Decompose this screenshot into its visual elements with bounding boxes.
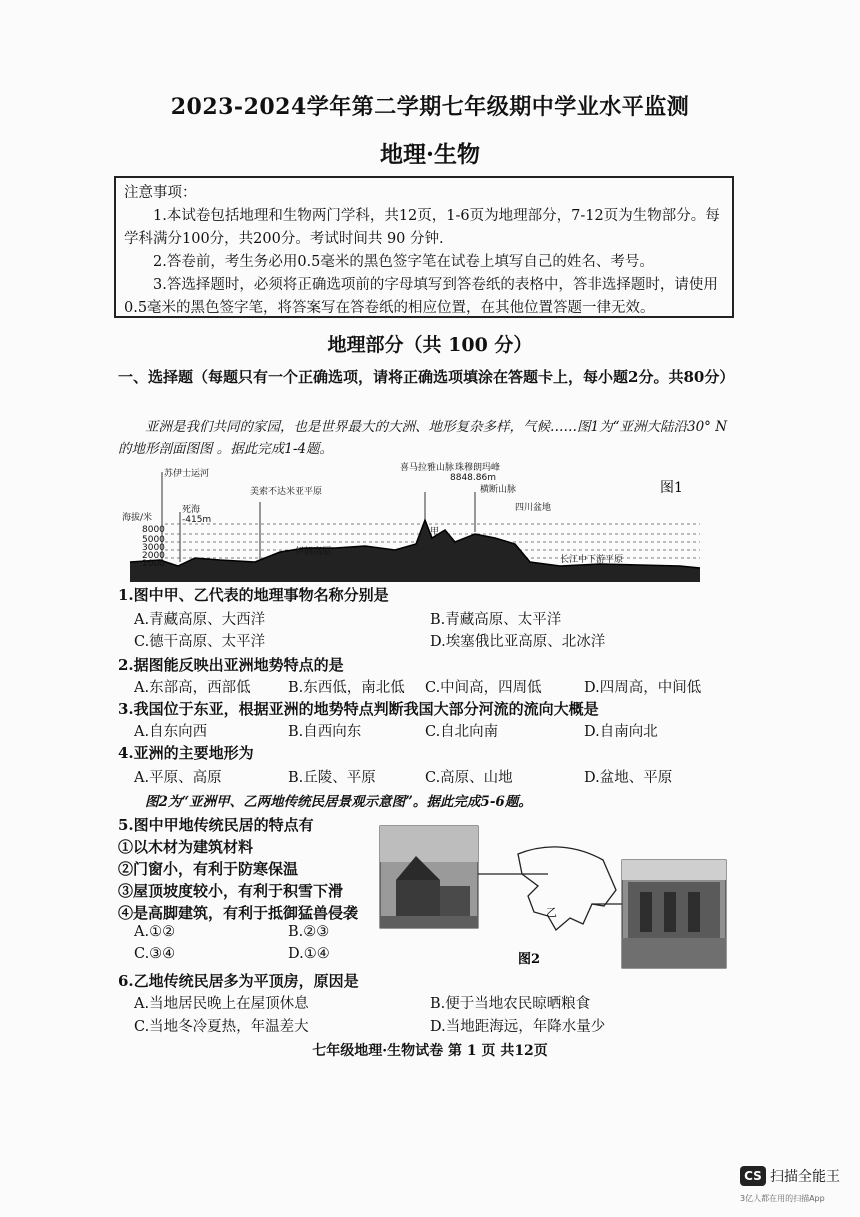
q4-option-d: D.盆地、平原 [584, 770, 673, 786]
figure2-intro: 图2为“亚洲甲、乙两地传统民居景观示意图”。据此完成5-6题。 [145, 794, 532, 810]
houses-map-figure [378, 820, 728, 970]
notice-item-2: 2.答卷前，考生务必用0.5毫米的黑色签字笔在试卷上填写自己的姓名、考号。 [153, 254, 654, 270]
camscanner-tagline: 3亿人都在用的扫描App [740, 1194, 825, 1203]
notice-heading: 注意事项： [124, 185, 197, 201]
q3-option-a: A.自东向西 [134, 724, 208, 740]
q3-option-b: B.自西向东 [288, 724, 362, 740]
label-hengduan: 横断山脉 [480, 485, 517, 495]
q5-option-a: A.①② [134, 924, 176, 940]
figure2-label: 图2 [518, 952, 541, 967]
q5-item-4: ④是高脚建筑，有利于抵御猛兽侵袭 [118, 904, 359, 922]
notice-box [114, 176, 734, 318]
label-mesopotamia: 美索不达米亚平原 [250, 487, 323, 497]
q2-option-b: B.东西低，南北低 [288, 680, 405, 696]
notice-item-3: 3.答选择题时，必须将正确选项前的字母填写到答卷纸的表格中，答非选择题时，请使用0.5毫米的黑色签字笔，将答案写在答卷纸的相应位置，在其他位置答题一律无效。 [124, 277, 718, 316]
q1-option-d: D.埃塞俄比亚高原、北冰洋 [430, 634, 606, 650]
q6-option-b: B.便于当地农民晾晒粮食 [430, 996, 591, 1012]
tick-1000: 1000 [142, 559, 165, 569]
house-photo-jia [380, 826, 478, 928]
label-iran-plateau: 伊朗高原 [295, 547, 332, 557]
tick-5000: 5000 [142, 535, 165, 545]
map-mark-yi: 乙 [546, 906, 557, 919]
tick-2000: 2000 [142, 551, 165, 561]
q5-item-1: ①以木材为建筑材料 [118, 838, 254, 856]
label-everest: 珠穆朗玛峰 [455, 463, 501, 473]
q2-stem: 2.据图能反映出亚洲地势特点的是 [118, 656, 344, 674]
notice-item-1: 1.本试卷包括地理和生物两门学科，共12页，1-6页为地理部分，7-12页为生物部分。每学科满分100分，共200分。考试时间共 90 分钟. [124, 208, 720, 247]
q5-item-2: ②门窗小，有利于防寒保温 [118, 860, 299, 878]
q1-stem: 1.图中甲、乙代表的地理事物名称分别是 [118, 586, 389, 604]
q5-option-c: C.③④ [134, 946, 176, 962]
camscanner-name: 扫描全能王 [770, 1169, 840, 1185]
q2-option-a: A.东部高，西部低 [134, 680, 251, 696]
axis-label: 海拔/米 [122, 513, 153, 523]
q6-option-a: A.当地居民晚上在屋顶休息 [134, 996, 309, 1012]
label-everest-elev: 8848.86m [450, 473, 496, 483]
q4-option-a: A.平原、高原 [134, 770, 222, 786]
q6-option-c: C.当地冬冷夏热，年温差大 [134, 1019, 309, 1035]
q1-option-c: C.德干高原、太平洋 [134, 634, 266, 650]
label-jia: 甲 [430, 527, 440, 537]
label-himalaya: 喜马拉雅山脉 [400, 463, 455, 473]
q3-option-c: C.自北向南 [425, 724, 499, 740]
section-title: 地理部分（共 100 分） [327, 334, 533, 356]
q2-option-d: D.四周高，中间低 [584, 680, 702, 696]
terrain-profile-figure [120, 462, 710, 582]
page-footer: 七年级地理·生物试卷 第 1 页 共12页 [312, 1043, 548, 1059]
q5-item-3: ③屋顶坡度较小，有利于积雪下滑 [118, 882, 344, 900]
label-dead-sea-elev: -415m [182, 515, 212, 525]
part1-heading: 一、选择题（每题只有一个正确选项，请将正确选项填涂在答题卡上，每小题2分。共80分） [118, 368, 735, 386]
exam-subtitle: 地理·生物 [379, 141, 480, 168]
q5-stem: 5.图中甲地传统民居的特点有 [118, 816, 314, 834]
exam-title: 2023-2024学年第二学期七年级期中学业水平监测 [170, 94, 690, 120]
q5-option-b: B.②③ [288, 924, 330, 940]
q3-stem: 3.我国位于东亚，根据亚洲的地势特点判断我国大部分河流的流向大概是 [118, 700, 599, 718]
house-photo-yi [622, 860, 726, 968]
q1-option-a: A.青藏高原、大西洋 [134, 612, 266, 628]
q6-stem: 6.乙地传统民居多为平顶房，原因是 [118, 972, 359, 990]
q5-option-d: D.①④ [288, 946, 330, 962]
q4-stem: 4.亚洲的主要地形为 [118, 744, 254, 762]
label-sichuan: 四川盆地 [515, 503, 552, 513]
q3-option-d: D.自南向北 [584, 724, 658, 740]
tick-3000: 3000 [142, 543, 165, 553]
figure1-label: 图1 [660, 480, 683, 496]
q1-option-b: B.青藏高原、太平洋 [430, 612, 562, 628]
q2-option-c: C.中间高，四周低 [425, 680, 542, 696]
label-yangtze-plain: 长江中下游平原 [560, 555, 624, 565]
q4-option-b: B.丘陵、平原 [288, 770, 376, 786]
q6-option-d: D.当地距海远，年降水量少 [430, 1019, 606, 1035]
label-suez: 苏伊士运河 [164, 469, 210, 479]
tick-8000: 8000 [142, 525, 165, 535]
camscanner-logo-icon: CS [740, 1166, 766, 1186]
label-dead-sea: 死海 [182, 505, 201, 515]
q4-option-c: C.高原、山地 [425, 770, 513, 786]
part1-intro: 亚洲是我们共同的家园，也是世界最大的大洲、地形复杂多样，气候……图1为“亚洲大陆沿30° N的地形剖面图图 。据此完成1-4题。 [118, 419, 728, 457]
